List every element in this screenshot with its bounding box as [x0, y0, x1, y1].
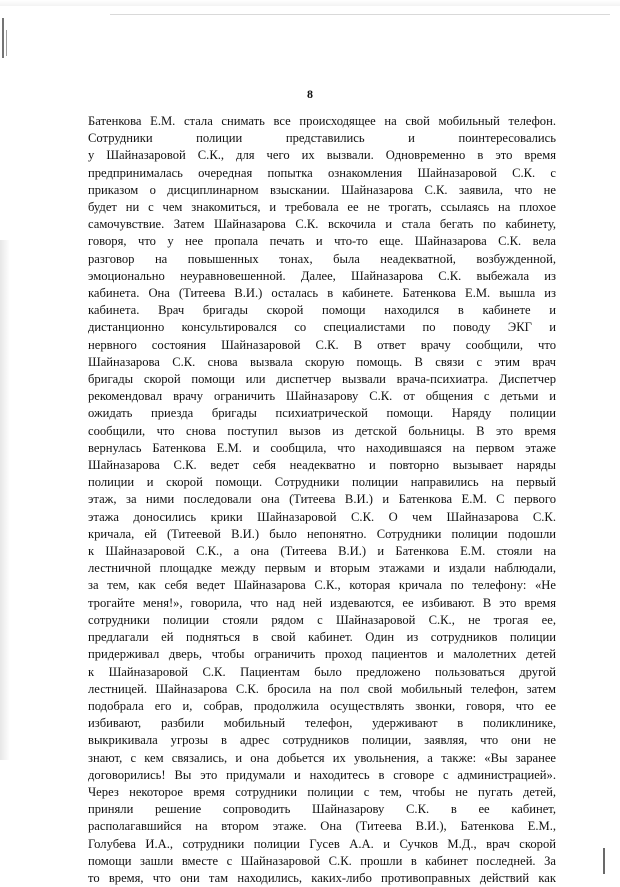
text-line: предпринималась очередная попытка ознакомления Шайназаровой С.К. с — [88, 165, 556, 180]
text-line: лестницей. Шайназарова С.К. бросила на пол свой мобильный телефон, затем — [88, 681, 556, 696]
text-line: предлагали ей подняться в свой кабинет. Один из сотрудников полиции — [88, 630, 556, 645]
text-line: сообщили, что снова поступил вызов из детской больницы. В это время — [88, 423, 556, 438]
text-line: подобрала его и, собрав, продолжила осуществлять звонки, говоря, что ее — [88, 698, 556, 713]
text-line: приняли решение сопроводить Шайназарову С.К. в ее кабинет, — [88, 802, 556, 817]
text-line: этаж, за ними последовали она (Титеева В.И.) и Батенкова Е.М. С первого — [88, 492, 556, 507]
text-line: Шайназарова С.К. снова вызвала скорую помощь. В связи с этим врач — [88, 354, 556, 369]
text-line: к Шайназаровой С.К., а она (Титеева В.И.) и Батенкова Е.М. стояли на — [88, 544, 556, 559]
scan-artifact-mark — [2, 18, 4, 58]
text-line: Батенкова Е.М. стала снимать все происходящее на свой мобильный телефон. — [88, 114, 556, 128]
document-body-text — [88, 113, 556, 887]
text-line: за тем, как себя ведет Шайназарова С.К., которая кричала по телефону: «Не — [88, 578, 556, 593]
text-line: избивают, разбили мобильный телефон, удерживают в поликлинике, — [88, 716, 556, 731]
text-line: лестничной площадке между первым и вторым этажами и издали наблюдали, — [88, 561, 556, 576]
text-line: кричала, ей (Титеевой В.И.) было непонятно. Сотрудники полиции подошли — [88, 526, 556, 541]
scan-artifact-mark — [6, 30, 7, 56]
text-line: у Шайназаровой С.К., для чего их вызвали. Одновременно в это время — [88, 148, 556, 163]
text-line: сотрудники полиции стояли рядом с Шайназаровой С.К., не трогая ее, — [88, 612, 556, 627]
text-line: то время, что они там находились, каких-либо противоправных действий как — [88, 870, 556, 885]
text-line: говоря, что у нее пропала печать и что-то еще. Шайназарова С.К. вела — [88, 234, 556, 249]
text-line: располагавшийся на втором этаже. Она (Титеева В.И.), Батенкова Е.М., — [88, 819, 556, 834]
text-line: кабинета. Врач бригады скорой помощи находился в кабинете и — [88, 303, 556, 318]
text-line: Шайназарова С.К. ведет себя неадекватно и повторно вызывает наряды — [88, 458, 556, 473]
text-line: бригады скорой помощи или диспетчер вызвали врача-психиатра. Диспетчер — [88, 372, 556, 387]
text-line: кабинета. Она (Титеева В.И.) осталась в кабинете. Батенкова Е.М. вышла из — [88, 286, 556, 301]
text-line: придерживал дверь, чтобы ограничить проход пациентов и малолетних детей — [88, 647, 556, 662]
text-line: полиции и скорой помощи. Сотрудники полиции направились на первый — [88, 475, 556, 490]
text-line: приказом о дисциплинарном взыскании. Шайназарова С.К. заявила, что не — [88, 182, 556, 197]
text-line: нервного состояния Шайназаровой С.К. В ответ врачу сообщили, что — [88, 337, 556, 352]
scan-edge — [0, 0, 620, 6]
text-line: помощи зашли вместе с Шайназаровой С.К. прошли в кабинет последней. За — [88, 853, 556, 868]
text-line: будет ни с чем знакомиться, и требовала ее не трогать, ссылаясь на плохое — [88, 200, 556, 215]
text-line: к Шайназаровой С.К. Пациентам было предложено пользоваться другой — [88, 664, 556, 679]
text-line: дистанционно консультировался со специалистами по поводу ЭКГ и — [88, 320, 556, 335]
text-line: договорились! Вы это придумали и находитесь в сговоре с администрацией». — [88, 767, 556, 782]
text-line: рекомендовал врачу ограничить Шайназарову С.К. от общения с детьми и — [88, 389, 556, 404]
text-line: самочувствие. Затем Шайназарова С.К. вскочила и стала бегать по кабинету, — [88, 217, 556, 232]
text-line: Сотрудники полиции представились и поинтересовались — [88, 131, 556, 146]
text-line: знают, с кем связались, и она добьется их увольнения, а также: «Вы заранее — [88, 750, 556, 765]
text-line: трогайте меня!», говорила, что над ней издеваются, ее избивают. В это время — [88, 595, 556, 610]
text-line: эмоционально неуравновешенной. Далее, Шайназарова С.К. выбежала из — [88, 268, 556, 283]
text-line: выкрикивала угрозы в адрес сотрудников полиции, заявляя, что они не — [88, 733, 556, 748]
text-line: ожидать приезда бригады психиатрической помощи. Наряду полиции — [88, 406, 556, 421]
scan-artifact-mark — [603, 848, 605, 874]
text-line: разговор на повышенных тонах, была неадекватной, возбужденной, — [88, 251, 556, 266]
page-number: 8 — [307, 87, 313, 101]
scan-shadow — [0, 240, 10, 760]
text-line: вернулась Батенкова Е.М. и сообщила, что находившаяся на первом этаже — [88, 440, 556, 455]
text-line: этажа доносились крики Шайназаровой С.К. О чем Шайназарова С.К. — [88, 509, 556, 524]
scan-artifact-line — [110, 14, 610, 15]
text-line: Голубева И.А., сотрудники полиции Гусев А.А. и Сучков М.Д., врач скорой — [88, 836, 556, 851]
text-line: Через некоторое время сотрудники полиции с тем, чтобы не пугать детей, — [88, 784, 556, 799]
